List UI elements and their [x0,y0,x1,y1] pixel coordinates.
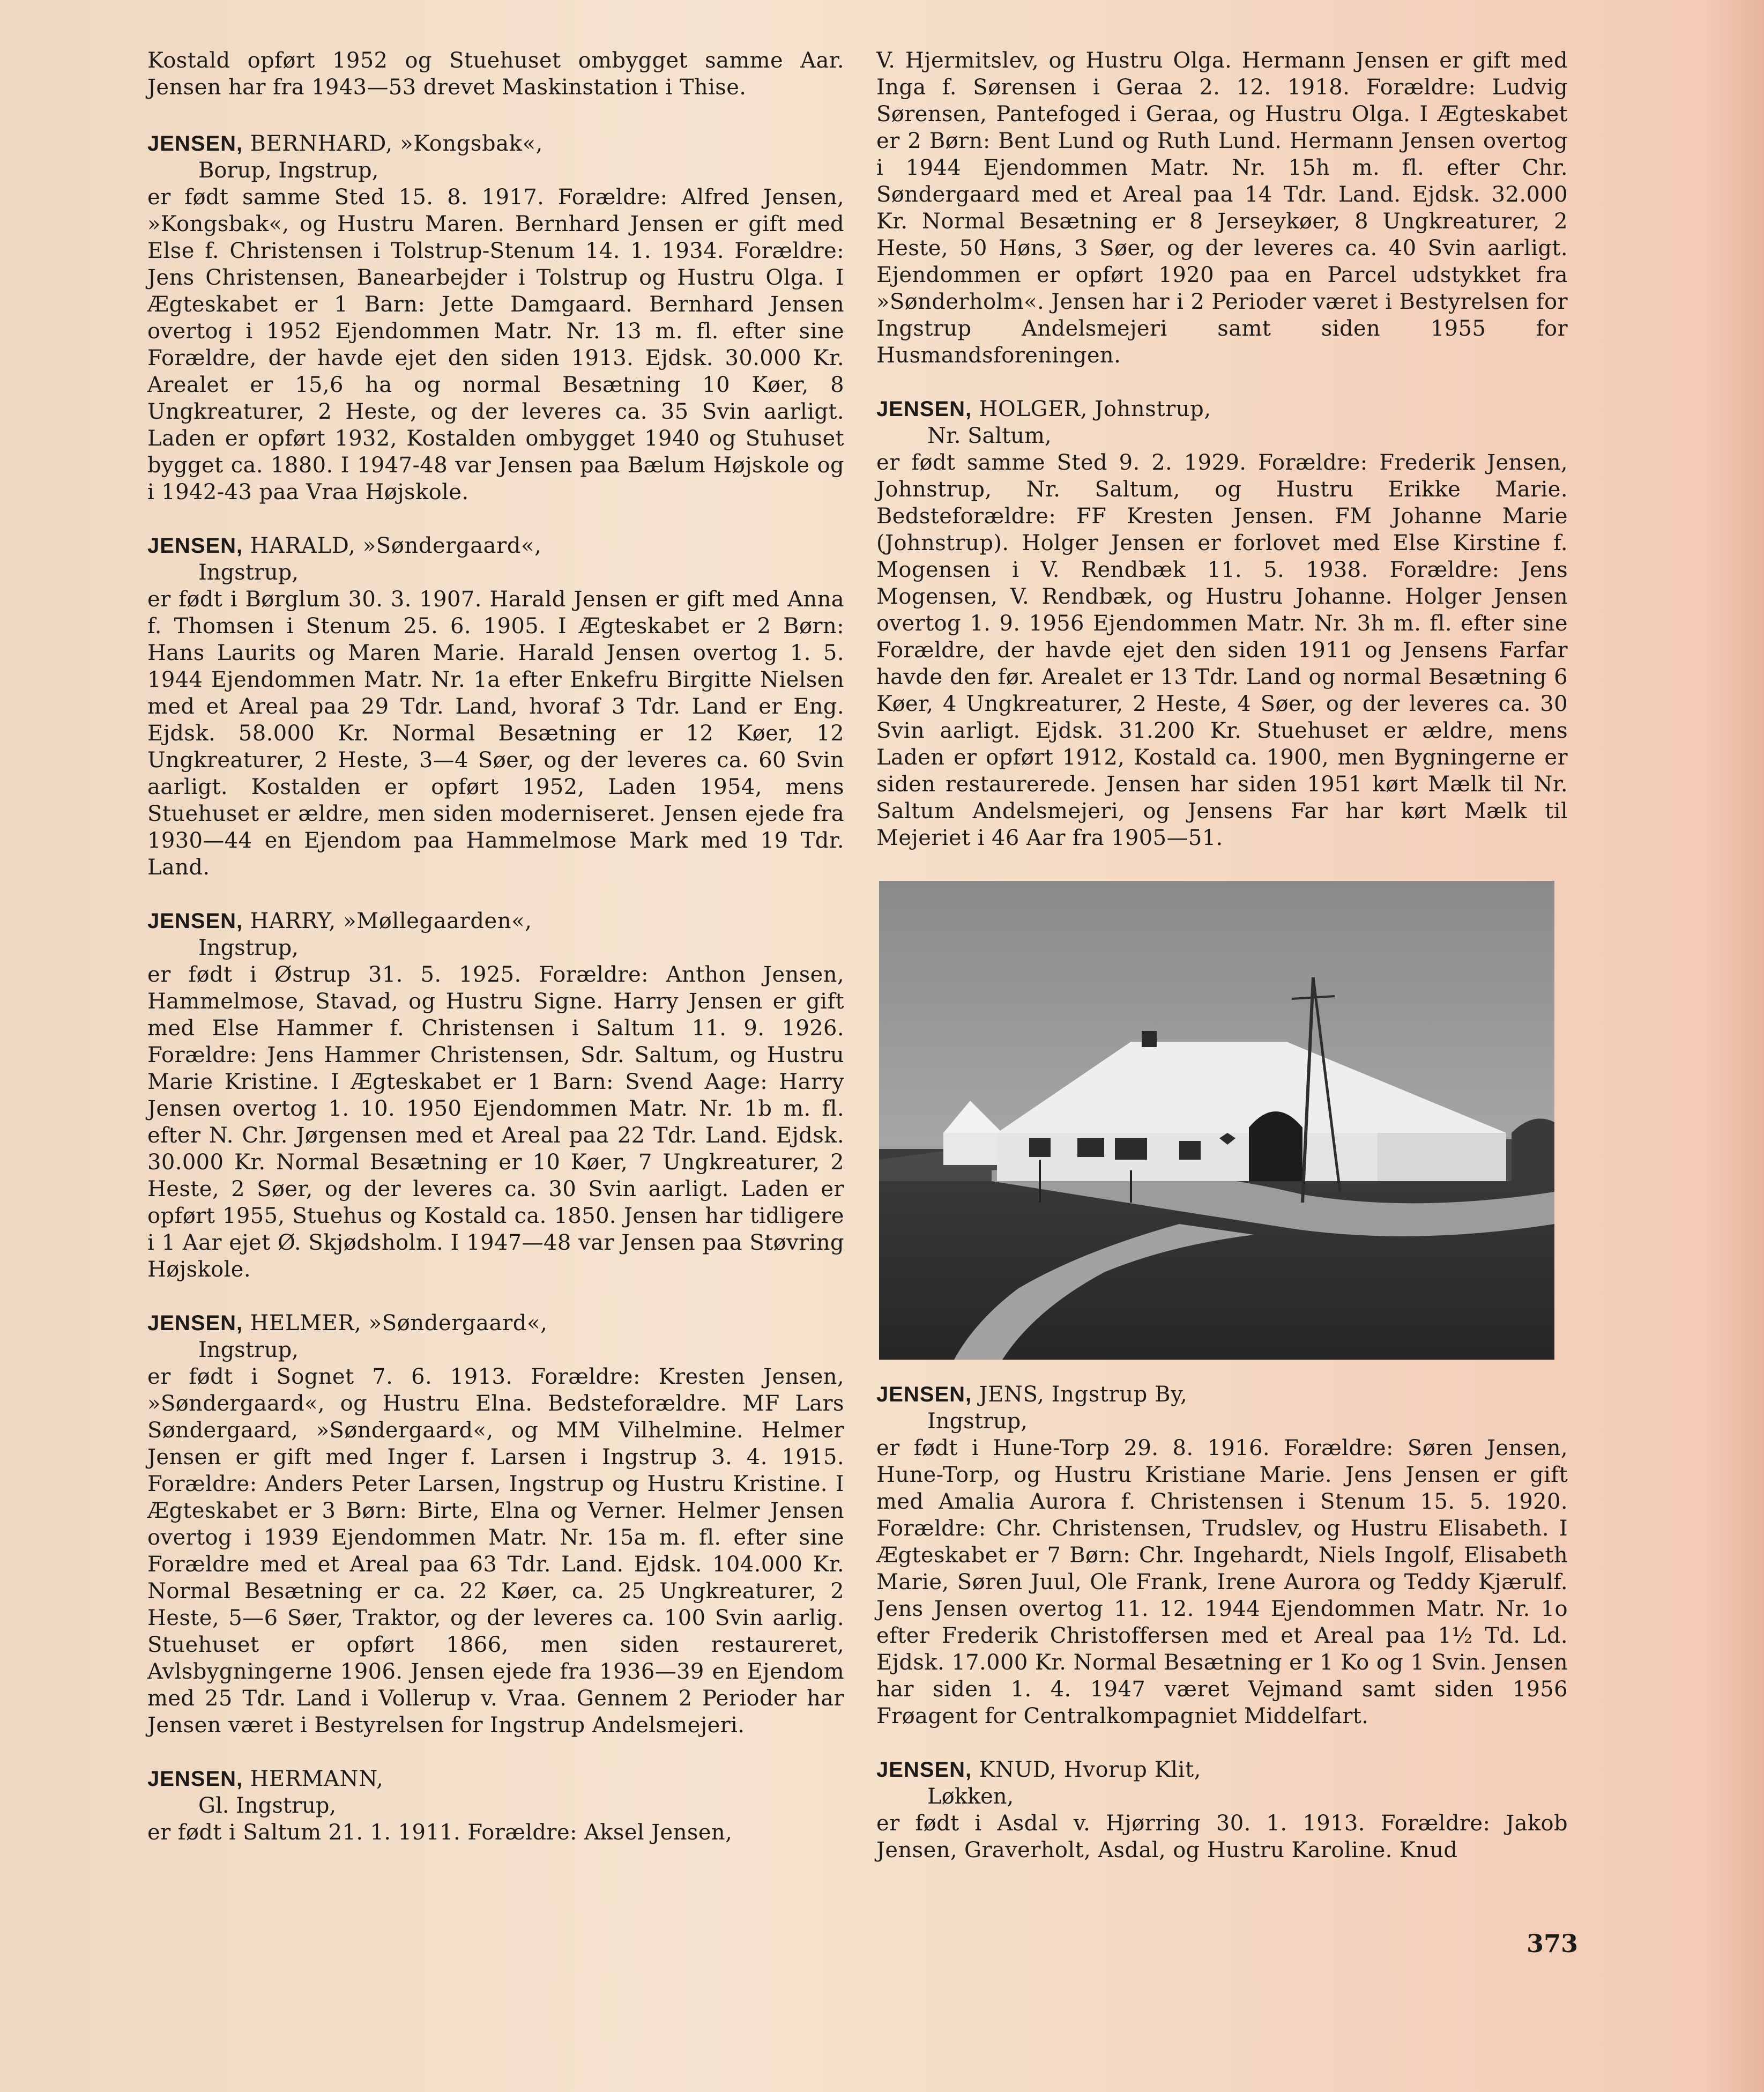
entry-jens [876,1381,1568,1730]
surname: JENSEN, [147,132,243,155]
entry-heading [876,396,1568,422]
surname: JENSEN, [876,397,972,421]
entry-text: Kostald opført 1952 og Stuehuset ombygget samme Aar. Jensen har fra 1943—53 drevet Maskinstation i Thise. [147,48,844,100]
continued-entry [876,47,1568,369]
entry-text: er født i Sognet 7. 6. 1913. Forældre: Kresten Jensen, »Søndergaard«, og Hustru Elna. Bedsteforældre. MF Lars Søndergaard, »Søndergaard«, og MM Vilhelmine. Helmer Jensen er gift med Inger f. Larsen i Ingstrup 3. 4. 1915. Forældre: Anders Peter Larsen, Ingstrup og Hustru Kristine. I Ægteskabet er 3 Børn: Birte, Elna og Verner. Helmer Jensen overtog i 1939 Ejendommen Matr. Nr. 15a m. fl. efter sine Forældre med et Areal paa 63 Tdr. Land. Ejdsk. 104.000 Kr. Normal Besætning er ca. 22 Køer, ca. 25 Ungkreaturer, 2 Heste, 5—6 Søer, Traktor, og der leveres ca. 100 Svin aarlig. Stuehuset er opført 1866, men siden restaureret, Avlsbygningerne 1906. Jensen ejede fra 1936—39 en Ejendom med 25 Tdr. Land i Vollerup v. Vraa. Gennem 2 Perioder har Jensen været i Bestyrelsen for Ingstrup Andelsmejeri. [147,1364,844,1738]
farmhouse-photo-drawing [879,881,1554,1360]
entry-text: er født samme Sted 15. 8. 1917. Forældre: Alfred Jensen, »Kongsbak«, og Hustru Maren. Bernhard Jensen er gift med Else f. Christensen i Tolstrup-Stenum 14. 1. 1934. Forældre: Jens Christensen, Banearbejder i Tolstrup og Hustru Olga. I Ægteskabet er 1 Barn: Jette Damgaard. Bernhard Jensen overtog i 1952 Ejendommen Matr. Nr. 13 m. fl. efter sine Forældre, der havde ejet den siden 1913. Ejdsk. 30.000 Kr. Arealet er 15,6 ha og normal Besætning 10 Køer, 8 Ungkreaturer, 2 Heste, og der leveres ca. 35 Svin aarligt. Laden er opført 1932, Kostalden ombygget 1940 og Stuhuset bygget ca. 1880. I 1947-48 var Jensen paa Bælum Højskole og i 1942-43 paa Vraa Højskole. [147,185,844,505]
given-name: BERNHARD, »Kongsbak«, [250,131,543,156]
surname: JENSEN, [147,1311,243,1335]
entry-heading [147,532,844,559]
entry-knud [876,1756,1568,1864]
entry-heading [876,1381,1568,1408]
entry-helmer [147,1310,844,1739]
right-column [876,47,1568,1864]
entry-location: Borup, Ingstrup, [198,158,379,183]
surname: JENSEN, [147,534,243,558]
given-name: HERMANN, [250,1767,384,1791]
entry-location: Nr. Saltum, [927,424,1052,448]
entry-heading [147,130,844,157]
given-name: JENS, Ingstrup By, [979,1382,1188,1407]
entry-text: er født i Østrup 31. 5. 1925. Forældre: Anthon Jensen, Hammelmose, Stavad, og Hustru Signe. Harry Jensen er gift med Else Hammer f. Christensen i Saltum 11. 9. 1926. Forældre: Jens Hammer Christensen, Sdr. Saltum, og Hustru Marie Kristine. I Ægteskabet er 1 Barn: Svend Aage: Harry Jensen overtog 1. 10. 1950 Ejendommen Matr. Nr. 1b m. fl. efter N. Chr. Jørgensen med et Areal paa 22 Tdr. Land. Ejdsk. 30.000 Kr. Normal Besætning er 10 Køer, 7 Ungkreaturer, 2 Heste, 2 Søer, og der leveres ca. 30 Svin aarligt. Laden er opført 1955, Stuehus og Kostald ca. 1850. Jensen har tidligere i 1 Aar ejet Ø. Skjødsholm. I 1947—48 var Jensen paa Støvring Højskole. [147,962,844,1282]
entry-holger [876,396,1568,851]
entry-location: Ingstrup, [927,1409,1028,1434]
entry-bernhard [147,130,844,506]
surname: JENSEN, [876,1758,972,1782]
entry-location: Løkken, [927,1784,1014,1809]
given-name: HARRY, »Møllegaarden«, [250,909,532,933]
surname: JENSEN, [147,909,243,933]
surname: JENSEN, [876,1383,972,1406]
given-name: KNUD, Hvorup Klit, [979,1757,1201,1782]
entry-text: er født samme Sted 9. 2. 1929. Forældre: Frederik Jensen, Johnstrup, Nr. Saltum, og Hustru Erikke Marie. Bedsteforældre: FF Kresten Jensen. FM Johanne Marie (Johnstrup). Holger Jensen er forlovet med Else Kirstine f. Mogensen i V. Rendbæk 11. 5. 1938. Forældre: Jens Mogensen, V. Rendbæk, og Hustru Johanne. Holger Jensen overtog 1. 9. 1956 Ejendommen Matr. Nr. 3h m. fl. efter sine Forældre, der havde ejet den siden 1911 og Jensens Farfar havde den før. Arealet er 13 Tdr. Land og normal Besætning 6 Køer, 4 Ungkreaturer, 2 Heste, 4 Søer, og der leveres ca. 30 Svin aarligt. Ejdsk. 31.200 Kr. Stuehuset er ældre, mens Laden er opført 1912, Kostald ca. 1900, men Bygningerne er siden restaurerede. Jensen har siden 1951 kørt Mælk til Nr. Saltum Andelsmejeri, og Jensens Far har kørt Mælk til Mejeriet i 46 Aar fra 1905—51. [876,450,1568,850]
page-number: 373 [1527,1929,1579,1958]
entry-location: Ingstrup, [198,936,299,960]
entry-location: Ingstrup, [198,1338,299,1362]
entry-heading [876,1756,1568,1783]
farmhouse-photo [879,881,1554,1360]
given-name: HELMER, »Søndergaard«, [250,1311,548,1336]
entry-location: Ingstrup, [198,560,299,585]
entry-location: Gl. Ingstrup, [198,1793,337,1818]
given-name: HARALD, »Søndergaard«, [250,533,542,558]
surname: JENSEN, [147,1767,243,1791]
entry-harry [147,908,844,1283]
entry-text: er født i Asdal v. Hjørring 30. 1. 1913. Forældre: Jakob Jensen, Graverholt, Asdal, og Hustru Karoline. Knud [876,1811,1568,1863]
left-column [147,47,844,1846]
entry-text: er født i Hune-Torp 29. 8. 1916. Forældre: Søren Jensen, Hune-Torp, og Hustru Kristiane Marie. Jens Jensen er gift med Amalia Aurora f. Christensen i Stenum 15. 5. 1920. Forældre: Chr. Christensen, Trudslev, og Hustru Elisabeth. I Ægteskabet er 7 Børn: Chr. Ingehardt, Niels Ingolf, Elisabeth Marie, Søren Juul, Ole Frank, Irene Aurora og Teddy Kjærulf. Jens Jensen overtog 11. 12. 1944 Ejendommen Matr. Nr. 1o efter Frederik Christoffersen med et Areal paa 1½ Td. Ld. Ejdsk. 17.000 Kr. Normal Besætning er 1 Ko og 1 Svin. Jensen har siden 1. 4. 1947 været Vejmand samt siden 1956 Frøagent for Centralkompagniet Middelfart. [876,1436,1568,1729]
entry-text: er født i Saltum 21. 1. 1911. Forældre: Aksel Jensen, [147,1820,733,1845]
entry-heading [147,1765,844,1792]
entry-text: V. Hjermitslev, og Hustru Olga. Hermann Jensen er gift med Inga f. Sørensen i Geraa 2. 12. 1918. Forældre: Ludvig Sørensen, Pantefoged i Geraa, og Hustru Olga. I Ægteskabet er 2 Børn: Bent Lund og Ruth Lund. Hermann Jensen overtog i 1944 Ejendommen Matr. Nr. 15h m. fl. efter Chr. Søndergaard med et Areal paa 14 Tdr. Land. Ejdsk. 32.000 Kr. Normal Besætning er 8 Jerseykøer, 8 Ungkreaturer, 2 Heste, 50 Høns, 3 Søer, og der leveres ca. 40 Svin aarligt. Ejendommen er opført 1920 paa en Parcel udstykket fra »Sønderholm«. Jensen har i 2 Perioder været i Bestyrelsen for Ingstrup Andelsmejeri samt siden 1955 for Husmandsforeningen. [876,48,1568,368]
entry-heading [147,908,844,934]
entry-hermann [147,1765,844,1846]
given-name: HOLGER, Johnstrup, [979,397,1211,421]
entry-heading [147,1310,844,1337]
entry-text: er født i Børglum 30. 3. 1907. Harald Jensen er gift med Anna f. Thomsen i Stenum 25. 6. 1905. I Ægteskabet er 2 Børn: Hans Laurits og Maren Marie. Harald Jensen overtog 1. 5. 1944 Ejendommen Matr. Nr. 1a efter Enkefru Birgitte Nielsen med et Areal paa 29 Tdr. Land, hvoraf 3 Tdr. Land er Eng. Ejdsk. 58.000 Kr. Normal Besætning er 12 Køer, 12 Ungkreaturer, 2 Heste, 3—4 Søer, og der leveres ca. 60 Svin aarligt. Kostalden er opført 1952, Laden 1954, mens Stuehuset er ældre, men siden moderniseret. Jensen ejede fra 1930—44 en Ejendom paa Hammelmose Mark med 19 Tdr. Land. [147,587,844,880]
continued-entry [147,47,844,101]
entry-harald [147,532,844,881]
